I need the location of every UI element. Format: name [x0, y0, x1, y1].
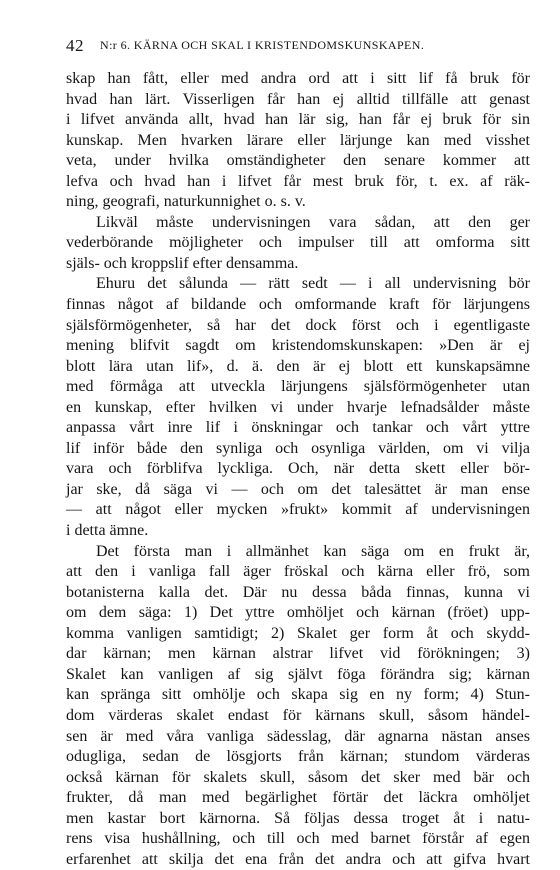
text-line: i lifvet använda allt, hvad han lär sig, han får ej bruk för sin	[66, 111, 530, 129]
text-line: finnas något af bildande och omformande kraft för lärjungens	[66, 296, 530, 314]
text-line: botanisterna kalla det. Där nu dessa båda finnas, kunna vi	[66, 583, 530, 601]
text-line: Likväl måste undervisningen vara sådan, att den ger	[96, 213, 530, 231]
text-line: rens visa hushållning, och till och med barnet förstår af egen	[66, 830, 530, 848]
text-line: Skalet kan vanligen af sig självt föga förändra sig; kärnan	[66, 665, 530, 683]
text-line: en kunskap, efter hvilken vi under hvarje lefnadsålder måste	[66, 398, 530, 416]
body-text	[66, 69, 530, 870]
text-line: anpassa vårt inre lif i önskningar och tankar och vårt yttre	[66, 419, 530, 437]
text-line: i detta ämne.	[66, 522, 149, 540]
text-line: mening blifvit sagdt om kristendomskunskapen: »Den är ej	[66, 337, 530, 355]
text-line: Det första man i allmänhet kan säga om en frukt är,	[96, 542, 530, 560]
text-line: om dem säga: 1) Det yttre omhöljet och kärnan (fröet) upp-	[66, 604, 530, 622]
text-line: kunskap. Men hvarken lärare eller lärjunge kan med visshet	[66, 131, 530, 149]
text-line: hvad han lärt. Visserligen får han ej alltid tillfälle att genast	[66, 90, 530, 108]
text-line: blott lära utan lif», d. ä. den är ej blott ett kunskapsämne	[66, 357, 530, 375]
text-line: lefva och hvad han i lifvet får mest bruk för, t. ex. af räk-	[66, 172, 530, 190]
running-head: N:r 6. KÄRNA OCH SKAL I KRISTENDOMSKUNSKAPEN.	[100, 38, 425, 52]
text-line: erfarenhet att skilja det ena från det andra och att gifva hvart	[66, 850, 530, 868]
text-line: veta, under hvilka omständigheter den senare kommer att	[66, 152, 530, 170]
text-line: ning, geografi, naturkunnighet o. s. v.	[66, 193, 306, 211]
text-line: själs- och kroppslif efter densamma.	[66, 254, 299, 272]
text-line: Ehuru det sålunda — rätt sedt — i all undervisning bör	[96, 275, 530, 293]
page-header	[66, 36, 534, 58]
text-line: kan spränga sitt omhölje och skapa sig en ny form; 4) Stun-	[66, 686, 530, 704]
text-line: lif inför både den synliga och osynliga världen, om vi vilja	[66, 439, 530, 457]
text-line: skap han fått, eller med andra ord att i sitt lif få bruk för	[66, 70, 530, 87]
text-line: sen är med våra vanliga sädesslag, där agnarna nästan anses	[66, 727, 530, 745]
text-line: vederbörande möjligheter och impulser till att omforma sitt	[66, 234, 530, 252]
text-line: med förmåga att utveckla lärjungens själsförmögenheter utan	[66, 378, 530, 396]
text-line: dar kärnan; men kärnan alstrar lifvet vid förökningen; 3)	[66, 645, 530, 663]
text-line: vara och förblifva lyckliga. Och, när detta skett eller bör-	[66, 460, 530, 478]
text-line: men kastar bort kärnorna. Så följas dessa troget åt i natu-	[66, 809, 530, 827]
text-line: odugliga, sedan de lösgjorts från kärnan; stundom värderas	[66, 748, 530, 766]
text-line: komma vanligen samtidigt; 2) Skalet ger form åt och skydd-	[66, 624, 530, 642]
page-number: 42	[66, 36, 84, 55]
text-line: själsförmögenheter, så har det dock först och i egentligaste	[66, 316, 530, 334]
text-line: — att något eller mycken »frukt» kommit af undervisningen	[66, 501, 530, 519]
text-line: frukter, då man med begärlighet förtär det läckra omhöljet	[66, 789, 530, 807]
text-line: att den i vanliga fall äger fröskal och kärna eller frö, som	[66, 563, 530, 581]
text-line: också kärnan för skalets skull, såsom det sker med bär och	[66, 768, 530, 786]
text-line: jar ske, då säga vi — och om det talesättet är man ense	[66, 480, 530, 498]
text-line: dom värderas skalet endast för kärnans skull, såsom händel-	[66, 706, 530, 724]
